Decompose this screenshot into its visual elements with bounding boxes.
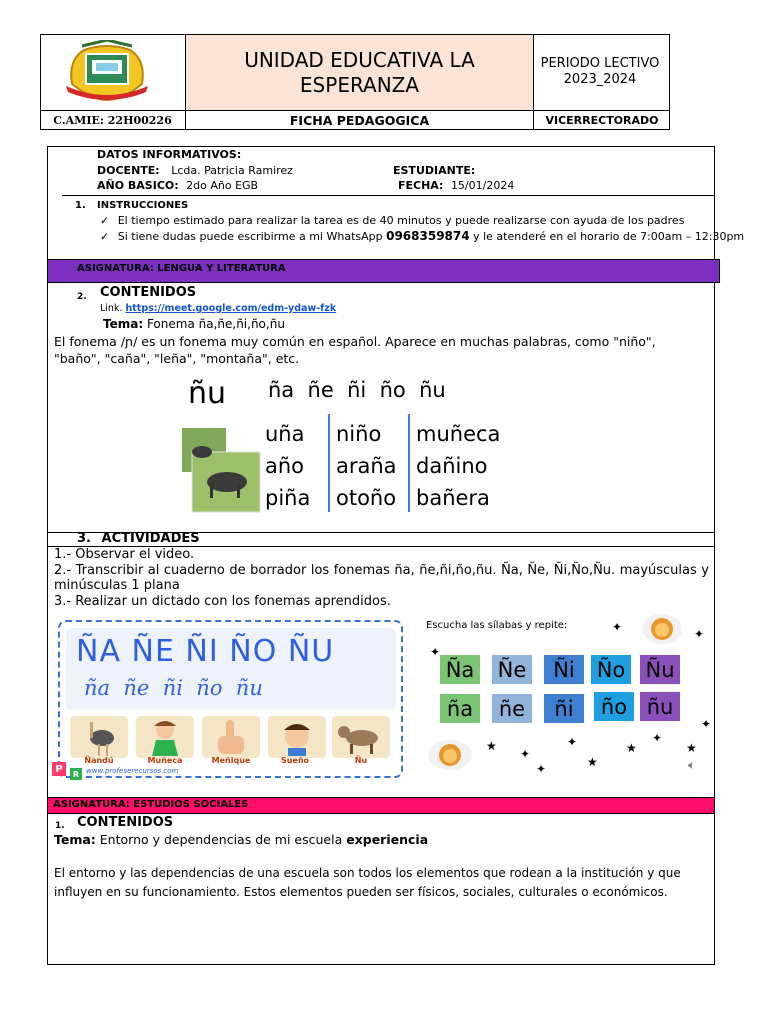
wildebeest-photo [182,422,262,514]
word: muñeca [416,422,501,446]
instructions-title: INSTRUCCIONES [97,200,189,211]
card-uppercase: ÑA ÑE ÑI ÑO ÑU [76,634,335,669]
star-icon: ★ [686,741,697,755]
star-icon: ✦ [567,735,578,749]
star-icon: ✦ [701,717,712,731]
lion-icon [642,614,682,644]
caption: Ñu [354,756,368,765]
star-icon: ✦ [520,747,531,761]
subject-title-sociales: ASIGNATURA: ESTUDIOS SOCIALES [53,799,249,810]
fonema-paragraph: El fonema /ɲ/ es un fonema muy común en español. Aparece en muchas palabras, como "niño", "baño", "caña", "leña", "montaña", etc. [54,334,656,366]
school-period: PERIODO LECTIVO 2023_2024 [540,56,660,87]
star-icon: ✦ [694,627,705,641]
instruction-text: El tiempo estimado para realizar la tarea es de 40 minutos y puede realizarse con ayuda de los padres [117,214,685,227]
star-icon: ★ [486,739,497,753]
anio-label: AÑO BASICO: [97,179,179,192]
words-column-3 [416,418,500,514]
estudiante-label: ESTUDIANTE: [393,164,476,177]
tema-label: Tema: [54,832,96,847]
docente-row [97,164,293,177]
tema-label: Tema: [103,317,144,331]
star-icon: ★ [626,741,637,755]
words-column-1 [265,418,310,514]
instruction-item-1 [100,214,684,227]
syllable-chip[interactable]: ño [594,692,634,721]
lion-icon [428,740,472,770]
info-title: DATOS INFORMATIVOS: [97,148,242,161]
docente-label: DOCENTE: [97,164,160,177]
school-name: UNIDAD EDUCATIVA LA ESPERANZA [186,35,533,110]
speaker-icon[interactable]: 🔈︎ [688,758,696,773]
star-icon: ✦ [430,645,441,659]
tema-row [103,317,285,331]
word: otoño [336,486,397,510]
syllable-chip[interactable]: Ñi [544,655,584,684]
activities-number: 3. [77,531,91,546]
link-row [100,303,336,314]
word: niño [336,422,382,446]
star-icon: ✦ [536,762,547,776]
ostrich-picture [70,716,128,758]
tema-value: Entorno y dependencias de mi escuela [95,832,347,847]
divider [408,414,410,512]
r-logo-icon: R [70,768,82,780]
big-syllable: ñu [188,376,227,411]
syllable-chip[interactable]: ñi [544,694,584,723]
tema-value: Fonema ña,ñe,ñi,ño,ñu [143,317,285,331]
check-icon: ✓ [100,214,110,227]
card-website: www.profeserecursos.com [86,767,179,775]
contents-title: CONTENIDOS [100,285,197,300]
meet-link[interactable]: https://meet.google.com/edm-ydaw-fzk [125,303,337,314]
fecha-row [398,179,514,192]
syllable-chip[interactable]: Ño [591,655,631,684]
activities-list [54,547,709,609]
amie-code: C.AMIE: 22H00226 [53,114,172,127]
tema-bold: experiencia [346,832,429,847]
star-icon: ✦ [652,731,663,745]
syllable-chip[interactable]: Ñe [492,655,532,684]
activities-title: ACTIVIDADES [101,531,200,546]
ficha-title: FICHA PEDAGOGICA [289,113,430,128]
instruction-item-2 [100,229,744,243]
activities-heading [77,531,200,546]
contents-number: 1. [55,821,65,831]
sleepy-boy-picture [268,716,326,758]
docente-value: Lcda. Patricia Ramirez [171,164,293,177]
activity-item: 3.- Realizar un dictado con los fonemas aprendidos. [54,593,391,609]
word: araña [336,454,397,478]
tema-row [54,832,428,847]
contents-number: 2. [77,292,87,302]
caption: Muñeca [147,756,183,765]
anio-value: 2do Año EGB [186,179,259,192]
syllable-chip[interactable]: ña [440,694,480,723]
gnu-picture [332,716,390,758]
vicerrectorado-label: VICERRECTORADO [545,114,659,127]
escucha-label: Escucha las sílabas y repite: [426,620,568,631]
syllable-row: ña ñe ñi ño ñu [268,378,446,402]
doll-picture [136,716,194,758]
activity-item: 1.- Observar el video. [54,547,195,562]
caption: Sueño [280,756,310,765]
activity-item: 2.- Transcribir al cuaderno de borrador los fonemas ña, ñe,ñi,ño,ñu. Ña, Ñe, Ñi,Ño,Ñu. mayúsculas y minúsculas 1 plana [54,562,709,593]
finger-picture [202,716,260,758]
word: bañera [416,486,490,510]
word: dañino [416,454,488,478]
sociales-paragraph: El entorno y las dependencias de una escuela son todos los elementos que rodean a la institución y que influyen en su funcionamiento. Estos elementos pueden ser físicos, sociales, culturales o económicos. [54,866,681,899]
star-icon: ★ [587,755,598,769]
check-icon: ✓ [100,230,110,243]
words-column-2 [336,418,397,514]
fecha-label: FECHA: [398,179,444,192]
star-icon: ✦ [612,620,623,634]
anio-row [97,179,258,192]
word: uña [265,422,305,446]
instruction-text: Si tiene dudas puede escribirme a mi WhatsApp [117,230,387,243]
divider [328,414,330,512]
syllable-chip[interactable]: Ñu [640,655,680,684]
whatsapp-number: 0968359874 [386,229,470,243]
divider [62,195,715,196]
instruction-text: y le atenderé en el horario de 7:00am – 12:30pm [469,230,745,243]
school-logo [62,40,152,104]
card-lowercase: ña ñe ñi ño ñu [84,676,263,700]
caption: Meñique [211,756,251,765]
link-label: Link. [100,303,126,314]
word: año [265,454,305,478]
fecha-value: 15/01/2024 [450,179,515,192]
contents-title: CONTENIDOS [77,815,174,830]
instructions-number: 1. [75,200,86,211]
syllable-chip[interactable]: Ña [440,655,480,684]
syllable-chip[interactable]: ñe [492,694,532,723]
caption: Ñandú [84,756,114,765]
word: piña [265,486,311,510]
subject-title-lengua: ASIGNATURA: LENGUA Y LITERATURA [77,263,286,274]
p-logo-icon: P [52,762,66,776]
syllable-chip[interactable]: ñu [640,692,680,721]
